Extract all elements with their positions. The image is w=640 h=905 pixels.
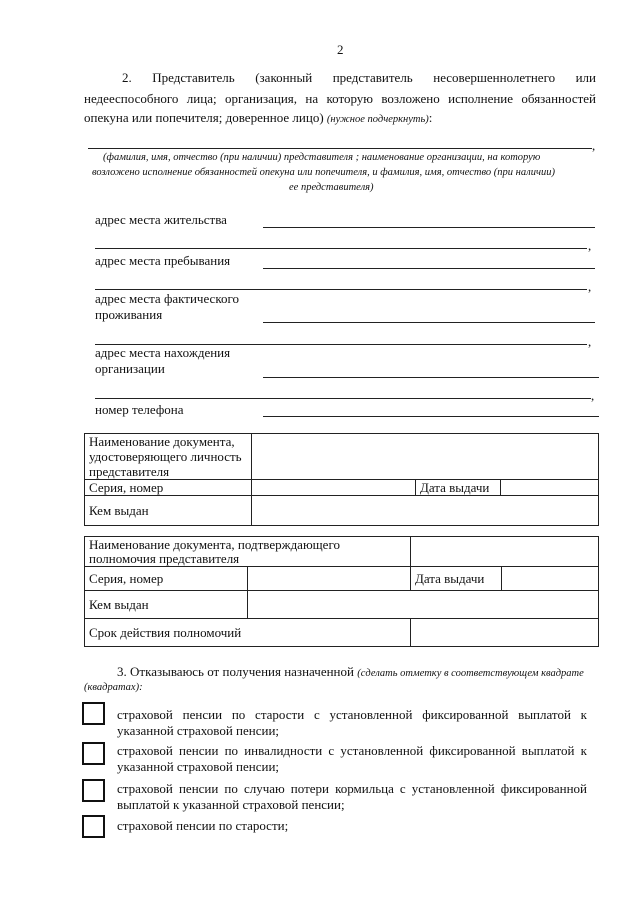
phone-label: номер телефона (95, 402, 184, 417)
option-1-line1: страховой пенсии по старости с установленной фиксированной выплатой к (117, 707, 587, 722)
identity-doc-name-field[interactable] (252, 434, 599, 480)
stay-line-2[interactable] (95, 289, 587, 290)
residence-line-2[interactable] (95, 248, 587, 249)
section2-line3-text: опекуна или попечителя; доверенное лицо) (84, 110, 327, 125)
identity-series-field[interactable] (252, 480, 416, 496)
underline-hint: (нужное подчеркнуть) (326, 114, 429, 125)
identity-doc-name-label: Наименование документа, удостоверяющего личность представителя (85, 434, 252, 480)
identity-issue-date-field[interactable] (501, 480, 599, 496)
representative-note-line3: ее представителя) (289, 182, 374, 193)
option-2-line1: страховой пенсии по инвалидности с установленной фиксированной выплатой к (117, 743, 587, 758)
authority-issued-by-label: Кем выдан (85, 591, 248, 619)
option-1-line2: указанной страховой пенсии; (117, 723, 280, 738)
option-checkbox-survivor-fixed[interactable] (82, 779, 105, 802)
authority-series-label: Серия, номер (85, 567, 248, 591)
representative-note-line1: (фамилия, имя, отчество (при наличии) представителя ; наименование организации, на которую (103, 152, 541, 163)
option-3-line1: страховой пенсии по случаю потери кормильца с установленной фиксированной (117, 781, 587, 796)
actual-label-line2: проживания (95, 307, 163, 322)
identity-issue-date-label: Дата выдачи (416, 480, 501, 496)
org-label-line1: адрес места нахождения (95, 345, 231, 360)
section3-intro-line1 (117, 664, 584, 682)
option-4-line1: страховой пенсии по старости; (117, 818, 289, 833)
option-2-line2: указанной страховой пенсии; (117, 759, 280, 774)
actual-line-1[interactable] (263, 322, 595, 323)
authority-issue-date-label: Дата выдачи (411, 567, 502, 591)
stay-line-1[interactable] (263, 268, 595, 269)
org-label-line2: организации (95, 361, 165, 376)
identity-series-label: Серия, номер (85, 480, 252, 496)
option-checkbox-old-age[interactable] (82, 815, 105, 838)
section3-intro-text: 3. Отказываюсь от получения назначенной (117, 664, 358, 679)
org-line-2[interactable] (95, 398, 591, 399)
residence-line-1[interactable] (263, 227, 595, 228)
option-3-line2: выплатой к указанной страховой пенсии; (117, 797, 345, 812)
actual-label-line1: адрес места фактического (95, 291, 239, 306)
comma: , (588, 334, 592, 349)
authority-issued-by-field[interactable] (248, 591, 599, 619)
colon: : (428, 110, 433, 125)
authority-doc-name-label: Наименование документа, подтверждающего полномочия представителя (85, 537, 411, 567)
identity-document-table (84, 433, 599, 526)
section2-line3 (84, 110, 432, 128)
authority-document-table (84, 536, 599, 647)
section2-line1: 2. Представитель (законный представитель несовершеннолетнего или (122, 70, 596, 85)
authority-issue-date-field[interactable] (502, 567, 599, 591)
authority-validity-label: Срок действия полномочий (85, 619, 411, 647)
representative-name-line[interactable] (88, 148, 592, 149)
stay-label: адрес места пребывания (95, 253, 231, 268)
comma: , (592, 138, 596, 153)
authority-validity-field[interactable] (411, 619, 599, 647)
representative-note-line2: возложено исполнение обязанностей опекуна или попечителя, и фамилия, имя, отчество (при наличии) (92, 167, 555, 178)
identity-issued-by-field[interactable] (252, 496, 599, 526)
section3-intro-line2: (квадратах): (84, 682, 143, 693)
section2-line2: недееспособного лица; организация, на которую возложено исполнение обязанностей (84, 91, 596, 106)
section3-hint: (сделать отметку в соответствующем квадрате (357, 668, 584, 679)
org-line-1[interactable] (263, 377, 599, 378)
phone-line[interactable] (263, 416, 599, 417)
comma: , (588, 238, 592, 253)
option-checkbox-old-age-fixed[interactable] (82, 702, 105, 725)
residence-label: адрес места жительства (95, 212, 227, 227)
comma: , (591, 388, 595, 403)
identity-issued-by-label: Кем выдан (85, 496, 252, 526)
comma: , (588, 279, 592, 294)
authority-series-field[interactable] (248, 567, 411, 591)
option-checkbox-disability-fixed[interactable] (82, 742, 105, 765)
page-number: 2 (337, 42, 344, 57)
authority-doc-name-field[interactable] (411, 537, 599, 567)
